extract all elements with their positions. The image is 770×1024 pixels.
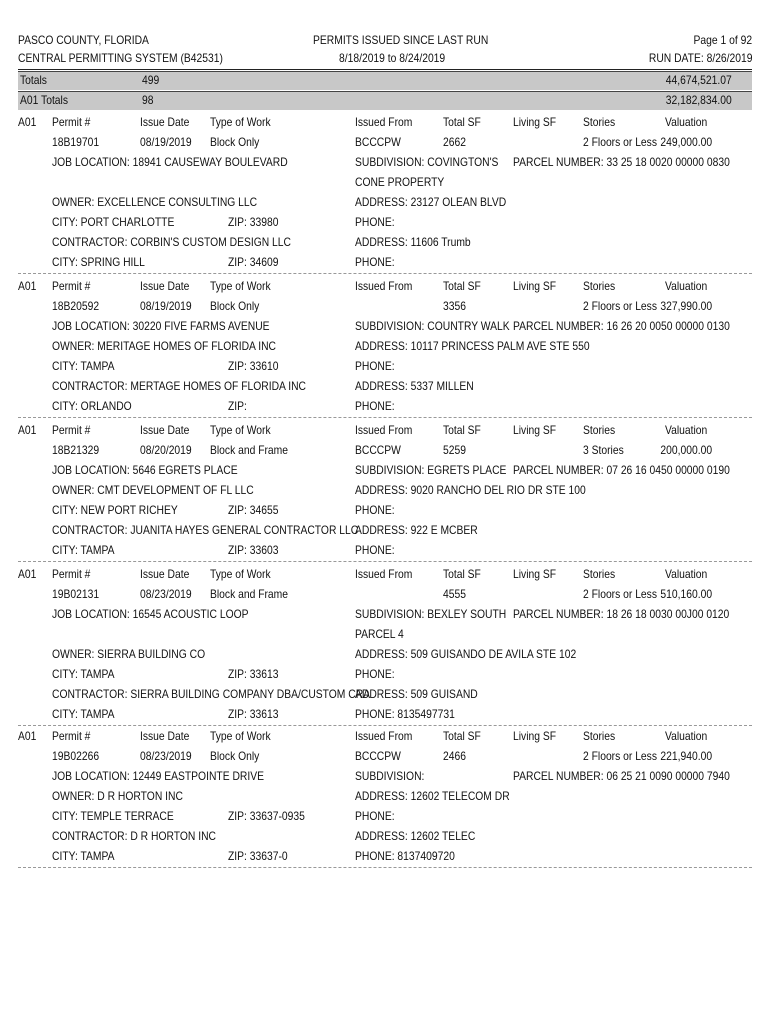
issue-date-label: Issue Date	[140, 279, 190, 293]
stories-label: Stories	[583, 567, 616, 581]
total-sf: 5259	[443, 443, 466, 457]
owner-name: OWNER: MERITAGE HOMES OF FLORIDA INC	[52, 339, 277, 353]
contractor-address: ADDRESS: 11606 Trumb	[355, 235, 471, 249]
owner-address: ADDRESS: 12602 TELECOM DR	[355, 789, 510, 803]
total-sf: 3356	[443, 299, 466, 313]
owner-zip: ZIP: 33637-0935	[228, 809, 305, 823]
contractor-city: CITY: TAMPA	[52, 707, 115, 721]
total-sf-label: Total SF	[443, 567, 481, 581]
issue-date: 08/23/2019	[140, 587, 192, 601]
job-location: JOB LOCATION: 12449 EASTPOINTE DRIVE	[52, 769, 265, 783]
type-of-work-label: Type of Work	[210, 115, 271, 129]
header-divider	[18, 69, 752, 70]
contractor-name: CONTRACTOR: CORBIN'S CUSTOM DESIGN LLC	[52, 235, 291, 249]
date-range: 8/18/2019 to 8/24/2019	[339, 51, 446, 65]
stories: 2 Floors or Less	[583, 749, 658, 763]
contractor-city: CITY: TAMPA	[52, 849, 115, 863]
contractor-address: ADDRESS: 12602 TELEC	[355, 829, 476, 843]
totals-label: Totals	[20, 73, 47, 87]
owner-zip: ZIP: 34655	[228, 503, 279, 517]
owner-zip: ZIP: 33613	[228, 667, 279, 681]
issue-date-label: Issue Date	[140, 567, 190, 581]
stories: 2 Floors or Less	[583, 135, 658, 149]
totals-band	[18, 71, 752, 90]
permit-label: Permit #	[52, 279, 91, 293]
contractor-zip: ZIP:	[228, 399, 247, 413]
issued-from-label: Issued From	[355, 279, 413, 293]
county-name: PASCO COUNTY, FLORIDA	[18, 33, 149, 47]
permit-label: Permit #	[52, 115, 91, 129]
type-of-work: Block Only	[210, 135, 260, 149]
permit-label: Permit #	[52, 423, 91, 437]
parcel-number: PARCEL NUMBER: 33 25 18 0020 00000 0830	[513, 155, 730, 169]
issue-date: 08/23/2019	[140, 749, 192, 763]
issued-from-label: Issued From	[355, 567, 413, 581]
permit-number: 19B02266	[52, 749, 100, 763]
valuation-label: Valuation	[665, 423, 708, 437]
stories-label: Stories	[583, 115, 616, 129]
type-of-work-label: Type of Work	[210, 423, 271, 437]
type-of-work-label: Type of Work	[210, 279, 271, 293]
subdivision: SUBDIVISION: COVINGTON'S	[355, 155, 499, 169]
permit-record	[0, 722, 770, 872]
owner-phone: PHONE:	[355, 809, 395, 823]
owner-phone: PHONE:	[355, 667, 395, 681]
issued-from: BCCCPW	[355, 749, 401, 763]
subdivision-continued: PARCEL 4	[355, 627, 404, 641]
living-sf-label: Living SF	[513, 567, 557, 581]
owner-phone: PHONE:	[355, 359, 395, 373]
parcel-number: PARCEL NUMBER: 18 26 18 0030 00J00 0120	[513, 607, 730, 621]
owner-address: ADDRESS: 509 GUISANDO DE AVILA STE 102	[355, 647, 577, 661]
issued-from: BCCCPW	[355, 443, 401, 457]
owner-city: CITY: TAMPA	[52, 667, 115, 681]
contractor-name: CONTRACTOR: MERTAGE HOMES OF FLORIDA INC	[52, 379, 307, 393]
total-sf-label: Total SF	[443, 423, 481, 437]
issued-from-label: Issued From	[355, 423, 413, 437]
valuation-label: Valuation	[665, 567, 708, 581]
living-sf-label: Living SF	[513, 115, 557, 129]
issue-date: 08/19/2019	[140, 135, 192, 149]
contractor-name: CONTRACTOR: D R HORTON INC	[52, 829, 216, 843]
owner-address: ADDRESS: 9020 RANCHO DEL RIO DR STE 100	[355, 483, 586, 497]
subdivision: SUBDIVISION:	[355, 769, 425, 783]
permit-record	[0, 108, 770, 269]
living-sf-label: Living SF	[513, 423, 557, 437]
total-sf-label: Total SF	[443, 279, 481, 293]
permit-number: 18B19701	[52, 135, 100, 149]
page-number: Page 1 of 92	[693, 33, 752, 47]
contractor-phone: PHONE: 8135497731	[355, 707, 455, 721]
stories-label: Stories	[583, 729, 616, 743]
total-sf-label: Total SF	[443, 729, 481, 743]
stories: 2 Floors or Less	[583, 299, 658, 313]
owner-name: OWNER: SIERRA BUILDING CO	[52, 647, 206, 661]
valuation: 221,940.00	[660, 749, 712, 763]
contractor-address: ADDRESS: 509 GUISAND	[355, 687, 478, 701]
owner-name: OWNER: D R HORTON INC	[52, 789, 183, 803]
total-sf: 2662	[443, 135, 466, 149]
totals-count: 499	[142, 73, 160, 87]
owner-zip: ZIP: 33980	[228, 215, 279, 229]
job-location: JOB LOCATION: 18941 CAUSEWAY BOULEVARD	[52, 155, 288, 169]
owner-city: CITY: TEMPLE TERRACE	[52, 809, 174, 823]
contractor-phone: PHONE:	[355, 255, 395, 269]
record-code: A01	[18, 115, 37, 129]
type-of-work-label: Type of Work	[210, 567, 271, 581]
issue-date: 08/19/2019	[140, 299, 192, 313]
permit-label: Permit #	[52, 567, 91, 581]
parcel-number: PARCEL NUMBER: 16 26 20 0050 00000 0130	[513, 319, 730, 333]
contractor-zip: ZIP: 33603	[228, 543, 279, 557]
owner-phone: PHONE:	[355, 215, 395, 229]
total-sf: 4555	[443, 587, 466, 601]
record-code: A01	[18, 423, 37, 437]
a01-totals-count: 98	[142, 93, 154, 107]
owner-city: CITY: NEW PORT RICHEY	[52, 503, 178, 517]
type-of-work: Block and Frame	[210, 443, 289, 457]
total-sf-label: Total SF	[443, 115, 481, 129]
contractor-phone: PHONE:	[355, 543, 395, 557]
contractor-city: CITY: SPRING HILL	[52, 255, 145, 269]
parcel-number: PARCEL NUMBER: 06 25 21 0090 00000 7940	[513, 769, 730, 783]
owner-address: ADDRESS: 23127 OLEAN BLVD	[355, 195, 507, 209]
system-name: CENTRAL PERMITTING SYSTEM (B42531)	[18, 51, 223, 65]
type-of-work: Block Only	[210, 749, 260, 763]
issued-from-label: Issued From	[355, 729, 413, 743]
run-date: RUN DATE: 8/26/2019	[648, 51, 752, 65]
job-location: JOB LOCATION: 30220 FIVE FARMS AVENUE	[52, 319, 270, 333]
contractor-name: CONTRACTOR: JUANITA HAYES GENERAL CONTRACTOR LLC	[52, 523, 359, 537]
valuation: 510,160.00	[660, 587, 712, 601]
subdivision-continued: CONE PROPERTY	[355, 175, 445, 189]
contractor-name: CONTRACTOR: SIERRA BUILDING COMPANY DBA/CUSTOM CRA	[52, 687, 371, 701]
stories-label: Stories	[583, 423, 616, 437]
contractor-zip: ZIP: 33613	[228, 707, 279, 721]
subdivision: SUBDIVISION: BEXLEY SOUTH	[355, 607, 507, 621]
issue-date-label: Issue Date	[140, 729, 190, 743]
record-code: A01	[18, 729, 37, 743]
stories: 2 Floors or Less	[583, 587, 658, 601]
subdivision: SUBDIVISION: EGRETS PLACE	[355, 463, 507, 477]
owner-name: OWNER: CMT DEVELOPMENT OF FL LLC	[52, 483, 254, 497]
parcel-number: PARCEL NUMBER: 07 26 16 0450 00000 0190	[513, 463, 730, 477]
type-of-work: Block and Frame	[210, 587, 289, 601]
permit-label: Permit #	[52, 729, 91, 743]
valuation-label: Valuation	[665, 729, 708, 743]
report-header	[0, 0, 770, 70]
issue-date-label: Issue Date	[140, 423, 190, 437]
permit-record	[0, 272, 770, 422]
a01-totals-label: A01 Totals	[20, 93, 69, 107]
stories-label: Stories	[583, 279, 616, 293]
a01-totals-valuation: 32,182,834.00	[665, 93, 732, 107]
job-location: JOB LOCATION: 16545 ACOUSTIC LOOP	[52, 607, 249, 621]
issued-from-label: Issued From	[355, 115, 413, 129]
contractor-zip: ZIP: 33637-0	[228, 849, 288, 863]
permit-number: 19B02131	[52, 587, 100, 601]
report-title: PERMITS ISSUED SINCE LAST RUN	[313, 33, 489, 47]
owner-phone: PHONE:	[355, 503, 395, 517]
living-sf-label: Living SF	[513, 729, 557, 743]
permit-record	[0, 560, 770, 721]
issue-date-label: Issue Date	[140, 115, 190, 129]
contractor-zip: ZIP: 34609	[228, 255, 279, 269]
subdivision: SUBDIVISION: COUNTRY WALK	[355, 319, 510, 333]
issue-date: 08/20/2019	[140, 443, 192, 457]
record-code: A01	[18, 567, 37, 581]
contractor-phone: PHONE:	[355, 399, 395, 413]
owner-name: OWNER: EXCELLENCE CONSULTING LLC	[52, 195, 258, 209]
total-sf: 2466	[443, 749, 466, 763]
owner-city: CITY: TAMPA	[52, 359, 115, 373]
type-of-work-label: Type of Work	[210, 729, 271, 743]
totals-valuation: 44,674,521.07	[665, 73, 732, 87]
contractor-address: ADDRESS: 5337 MILLEN	[355, 379, 474, 393]
record-separator	[18, 867, 752, 868]
valuation: 200,000.00	[660, 443, 712, 457]
valuation-label: Valuation	[665, 115, 708, 129]
valuation: 327,990.00	[660, 299, 712, 313]
contractor-address: ADDRESS: 922 E MCBER	[355, 523, 478, 537]
valuation: 249,000.00	[660, 135, 712, 149]
permit-record	[0, 416, 770, 566]
contractor-city: CITY: ORLANDO	[52, 399, 132, 413]
valuation-label: Valuation	[665, 279, 708, 293]
record-code: A01	[18, 279, 37, 293]
job-location: JOB LOCATION: 5646 EGRETS PLACE	[52, 463, 238, 477]
living-sf-label: Living SF	[513, 279, 557, 293]
permit-number: 18B20592	[52, 299, 100, 313]
permit-number: 18B21329	[52, 443, 100, 457]
owner-address: ADDRESS: 10117 PRINCESS PALM AVE STE 550	[355, 339, 590, 353]
type-of-work: Block Only	[210, 299, 260, 313]
owner-city: CITY: PORT CHARLOTTE	[52, 215, 175, 229]
contractor-city: CITY: TAMPA	[52, 543, 115, 557]
contractor-phone: PHONE: 8137409720	[355, 849, 455, 863]
owner-zip: ZIP: 33610	[228, 359, 279, 373]
stories: 3 Stories	[583, 443, 624, 457]
issued-from: BCCCPW	[355, 135, 401, 149]
